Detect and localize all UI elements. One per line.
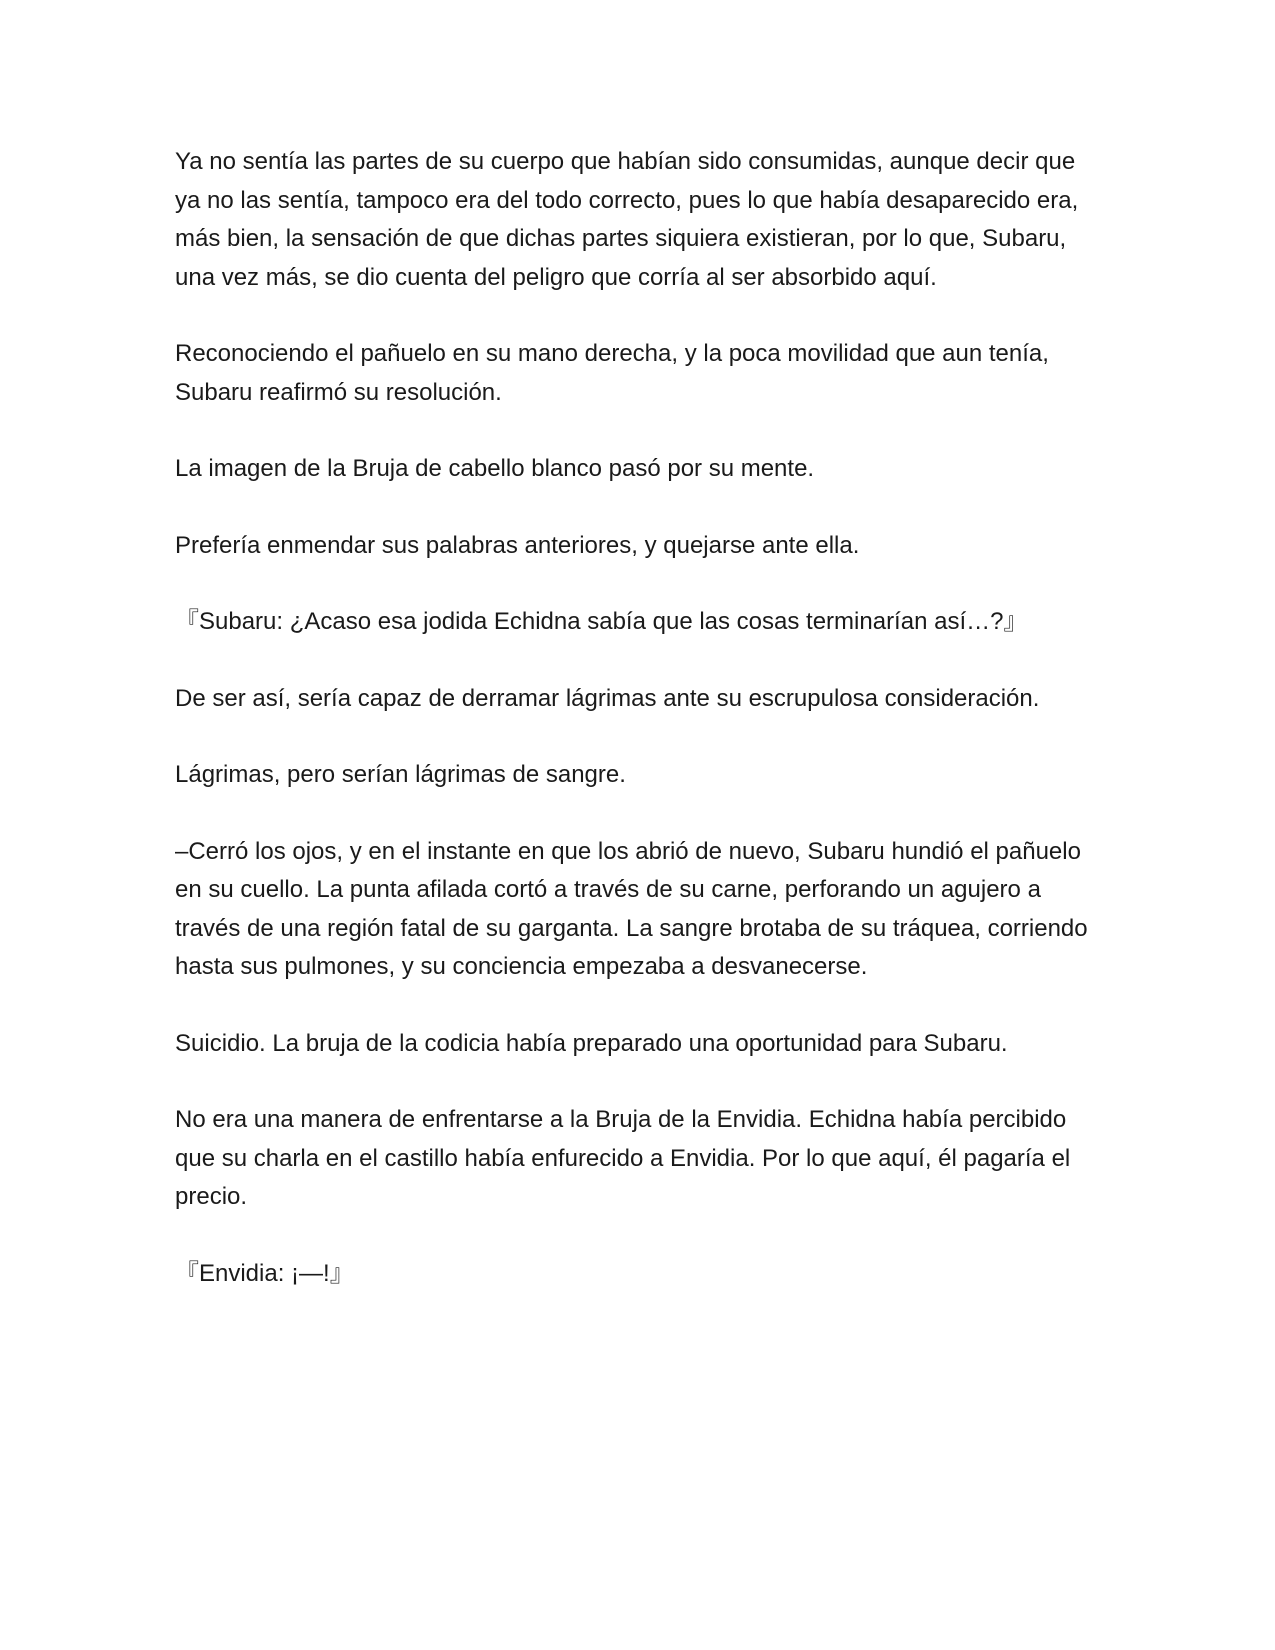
- paragraph-3: La imagen de la Bruja de cabello blanco pasó por su mente.: [175, 455, 815, 482]
- paragraph-1: Ya no sentía las partes de su cuerpo que habían sido consumidas, aunque decir que ya no las sentía, tampoco era del todo correcto, pues lo que había desaparecido era, más bien, la sensación de que dichas partes siquiera existieran, por lo que, Subaru, una vez más, se dio cuenta del peligro que corría al ser absorbido aquí.: [175, 148, 1085, 291]
- paragraph-8: –Cerró los ojos, y en el instante en que los abrió de nuevo, Subaru hundió el pañuelo en su cuello. La punta afilada cortó a través de su carne, perforando un agujero a través de una región fatal de su garganta. La sangre brotaba de su tráquea, corriendo hasta sus pulmones, y su conciencia empezaba a desvanecerse.: [175, 837, 1095, 980]
- paragraph-6: De ser así, sería capaz de derramar lágrimas ante su escrupulosa consideración.: [175, 684, 1040, 712]
- paragraph-4: Prefería enmendar sus palabras anteriores, y quejarse ante ella.: [175, 531, 860, 559]
- paragraph-2: Reconociendo el pañuelo en su mano derecha, y la poca movilidad que aun tenía, Subaru reafirmó su resolución.: [175, 340, 1056, 406]
- document-page: [175, 143, 1095, 1331]
- paragraph-10: No era una manera de enfrentarse a la Bruja de la Envidia. Echidna había percibido que su charla en el castillo había enfurecido a Envidia. Por lo que aquí, él pagaría el precio.: [175, 1106, 1077, 1210]
- dialogue-envidia: 『Envidia: ¡—!』: [175, 1259, 354, 1287]
- paragraph-9: Suicidio. La bruja de la codicia había preparado una oportunidad para Subaru.: [175, 1029, 1008, 1057]
- dialogue-subaru: 『Subaru: ¿Acaso esa jodida Echidna sabía que las cosas terminarían así…?』: [175, 608, 1028, 635]
- paragraph-7: Lágrimas, pero serían lágrimas de sangre.: [175, 761, 626, 788]
